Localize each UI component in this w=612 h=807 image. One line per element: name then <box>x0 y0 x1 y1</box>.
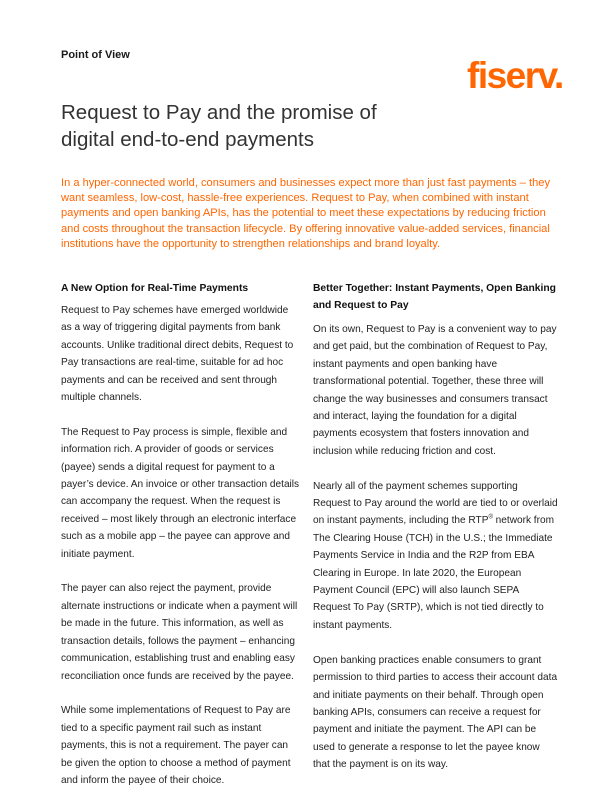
right-paragraph-2-end: network from The Clearing House (TCH) in the U.S.; the Immediate Payments Service in India and the R2P from EBA Clearing in Europe. In late 2020, the European Payment Council (EPC) will also launch SEPA Request To Pay (SRTP), which is not tied directly to instant payments. <box>313 515 554 631</box>
eyebrow-label: Point of View <box>61 49 130 61</box>
right-paragraph-3: Open banking practices enable consumers to grant permission to third parties to access their account data and initiate payments on their behalf. Through open banking APIs, consumers can receive a request for payment and initiate the payment. The API can be used to generate a response to let the payee know that the payment is on its way. <box>313 654 558 771</box>
right-column-heading: Better Together: Instant Payments, Open Banking and Request to Pay <box>313 283 556 311</box>
left-paragraph-3: The payer can also reject the payment, provide alternate instructions or indicate when a payment will be made in the future. This information, as well as transaction details, follows the payment – enhancing communication, establishing trust and enabling easy reconciliation once funds are received by the payee. <box>61 583 298 682</box>
intro-paragraph: In a hyper-connected world, consumers and businesses expect more than just fast payments – they want seamless, low-cost, hassle-free experiences. Request to Pay, when combined with instant payments and open banking APIs, has the potential to meet these expectations by reducing friction and costs throughout the transaction lifecycle. By offering innovative value-added services, financial institutions have the opportunity to strengthen relationships and brand loyalty. <box>61 177 551 250</box>
title-line-2: digital end-to-end payments <box>61 128 314 151</box>
left-paragraph-1: Request to Pay schemes have emerged worldwide as a way of triggering digital payments from bank accounts. Unlike traditional direct debits, Request to Pay transactions are real-time, suitable for ad hoc payments and can be received and sent through multiple channels. <box>61 305 294 404</box>
fiserv-logo <box>467 55 563 102</box>
right-column <box>313 280 558 791</box>
title-line-1: Request to Pay and the promise of <box>61 101 377 124</box>
left-paragraph-2: The Request to Pay process is simple, flexible and information rich. A provider of goods or services (payee) sends a digital request for payment to a payer’s device. An invoice or other transaction details can accompany the request. When the request is received – most likely through an electronic interface such as a mobile app – the payee can approve and initiate payment. <box>61 426 300 560</box>
registered-mark: ® <box>488 515 493 522</box>
left-column <box>61 280 301 807</box>
left-column-heading: A New Option for Real-Time Payments <box>61 283 249 294</box>
left-paragraph-4: While some implementations of Request to Pay are tied to a specific payment rail such as instant payments, this is not a requirement. The payer can be given the option to choose a method of payment and inform the payee of their choice. <box>61 705 291 786</box>
page-title <box>61 99 481 153</box>
right-paragraph-1: On its own, Request to Pay is a convenient way to pay and get paid, but the combination of Request to Pay, instant payments and open banking have transformational potential. Together, these three will change the way businesses and consumers transact and interact, laying the foundation for a digital payments ecosystem that fosters innovation and inclusion while reducing friction and cost. <box>313 324 557 457</box>
right-paragraph-2 <box>313 478 558 635</box>
logo-wordmark: fiserv. <box>467 55 563 96</box>
right-paragraph-2-start: Nearly all of the payment schemes supporting Request to Pay around the world are tied to or overlaid on instant payments, including the RTP <box>313 480 558 527</box>
